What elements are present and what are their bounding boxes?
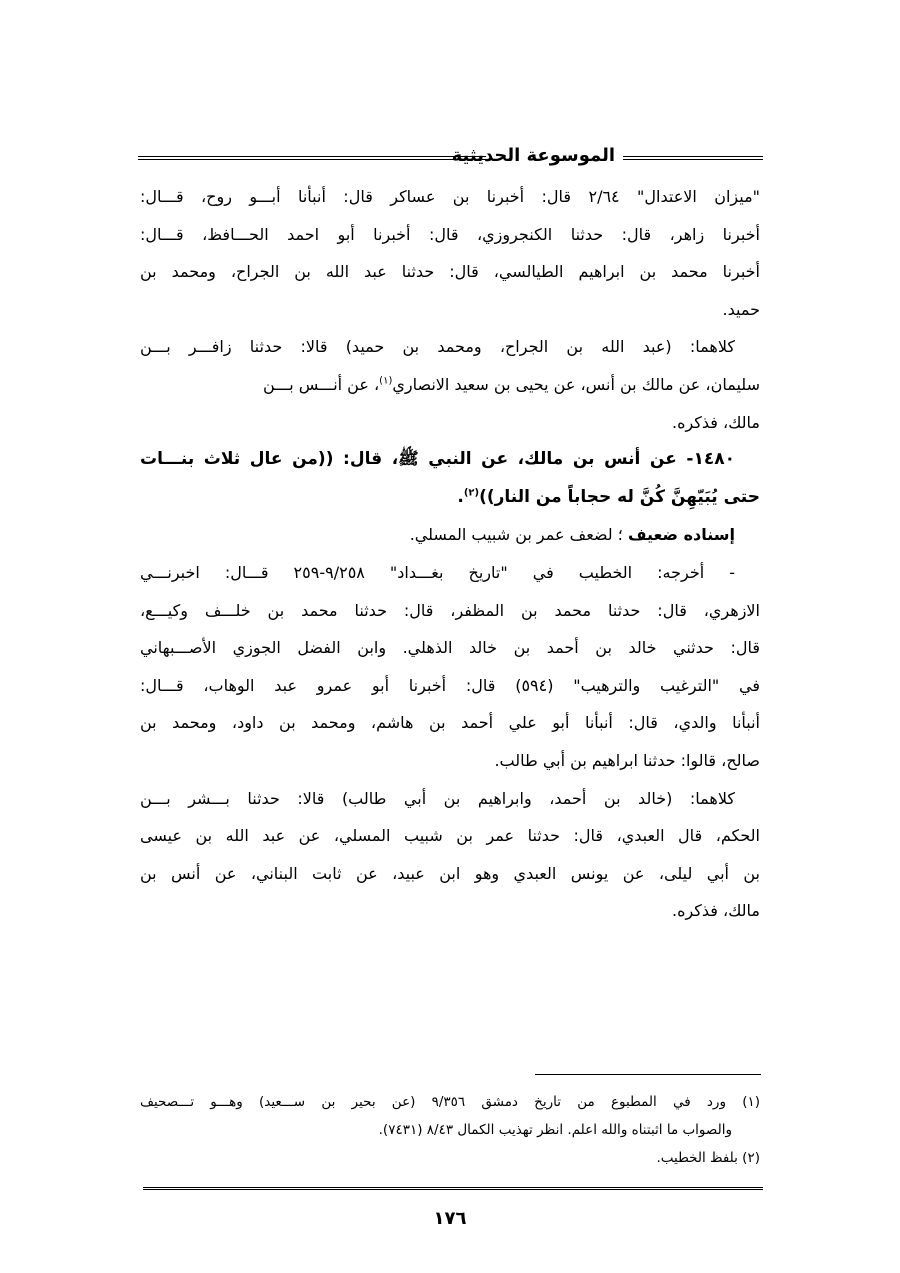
paragraph-chain <box>140 328 760 441</box>
paragraph-takhrij <box>140 554 760 780</box>
text-segment: . <box>457 486 464 507</box>
text-segment: حتى يُبَيّهِنَّ كُنَّ له حجاباً من النار)) <box>479 486 760 507</box>
text-line: صالح، قالوا: حدثنا ابراهيم بن أبي طالب. <box>494 750 760 770</box>
paragraph-source <box>140 178 760 328</box>
footnote-1-cont: والصواب ما اثبتناه والله اعلم. انظر تهذيب الكمال ٨/٤٣ (٧٤٣١). <box>378 1122 732 1138</box>
isnad-verdict <box>140 516 760 554</box>
text-line: حميد. <box>722 299 760 319</box>
text-line: أخبرنا محمد بن ابراهيم الطيالسي، قال: حدثنا عبد الله بن الجراح، ومحمد بن <box>140 262 760 282</box>
hadith-line <box>140 479 760 517</box>
text-line: أخبرنا زاهر، قال: حدثنا الكنجروزي، قال: أخبرنا أبو احمد الحـــافظ، قـــال: <box>140 224 760 244</box>
header-title: الموسوعة الحديثية <box>451 145 615 166</box>
text-line: قال: حدثني خالد بن أحمد بن خالد الذهلي. وابن الفضل الجوزي الأصـــبهاني <box>140 638 760 658</box>
hadith-text <box>140 441 760 516</box>
isnad-label: إسناده ضعيف <box>627 525 735 545</box>
text-line: الازهري، قال: حدثنا محمد بن المظفر، قال: حدثنا محمد بن خلـــف وكيـــع، <box>140 600 760 620</box>
footnote-2: (٢) بلفظ الخطيب. <box>656 1150 760 1166</box>
text-line <box>140 516 760 554</box>
text-segment: سليمان، عن مالك بن أنس، عن يحيى بن سعيد الانصاري <box>392 374 760 394</box>
text-line: في "الترغيب والترهيب" (٥٩٤) قال: أخبرنا أبو عمرو عبد الوهاب، قـــال: <box>140 675 760 695</box>
main-text <box>140 178 760 930</box>
paragraph-chain-2 <box>140 780 760 930</box>
footer-rule <box>143 1187 763 1192</box>
text-line: الحكم، قال العبدي، قال: حدثنا عمر بن شبيب المسلي، عن عبد الله بن عيسى <box>140 826 760 846</box>
footnotes <box>140 1088 760 1172</box>
text-line <box>140 366 760 404</box>
footnote-separator <box>535 1074 761 1075</box>
running-header <box>138 143 763 173</box>
hadith-line: ١٤٨٠- عن أنس بن مالك، عن النبي ﷺ، قال: ((من عال ثلاث بنـــات <box>140 449 735 470</box>
text-line: كلاهما: (خالد بن أحمد، وابراهيم بن أبي طالب) قالا: حدثنا بـــشر بـــن <box>140 788 735 808</box>
text-line: أنبأنا والدي، قال: أنبأنا أبو علي أحمد بن هاشم، ومحمد بن داود، ومحمد بن <box>140 713 760 733</box>
text-segment: ، عن أنـــس بـــن <box>262 374 380 394</box>
page-number: ١٧٦ <box>433 1208 467 1229</box>
footnote-ref-1[interactable]: (١) <box>379 375 393 387</box>
footnote-1: (١) ورد في المطبوع من تاريخ دمشق ٩/٣٥٦ (عن بحير بن ســـعيد) وهـــو تـــصحيف <box>140 1094 760 1110</box>
header-rule-right <box>623 156 763 160</box>
text-line: مالك، فذكره. <box>671 412 760 432</box>
footnote-ref-2[interactable]: (٢) <box>463 487 480 499</box>
text-line: "ميزان الاعتدال" ٢/٦٤ قال: أخبرنا بن عساكر قال: أنبأنا أبـــو روح، قـــال: <box>140 187 760 206</box>
text-line: بن أبي ليلى، عن يونس العبدي وهو ابن عبيد، عن ثابت البناني، عن أنس بن <box>140 863 760 883</box>
text-line: - أخرجه: الخطيب في "تاريخ بغـــداد" ٩/٢٥٨-٢٥٩ قـــال: اخبرنـــي <box>140 562 735 582</box>
header-rule-left <box>138 156 486 160</box>
text-line: مالك، فذكره. <box>671 901 760 921</box>
isnad-reason: ؛ لضعف عمر بن شبيب المسلي. <box>409 525 623 545</box>
text-line: كلاهما: (عبد الله بن الجراح، ومحمد بن حميد) قالا: حدثنا زافـــر بـــن <box>140 337 735 357</box>
